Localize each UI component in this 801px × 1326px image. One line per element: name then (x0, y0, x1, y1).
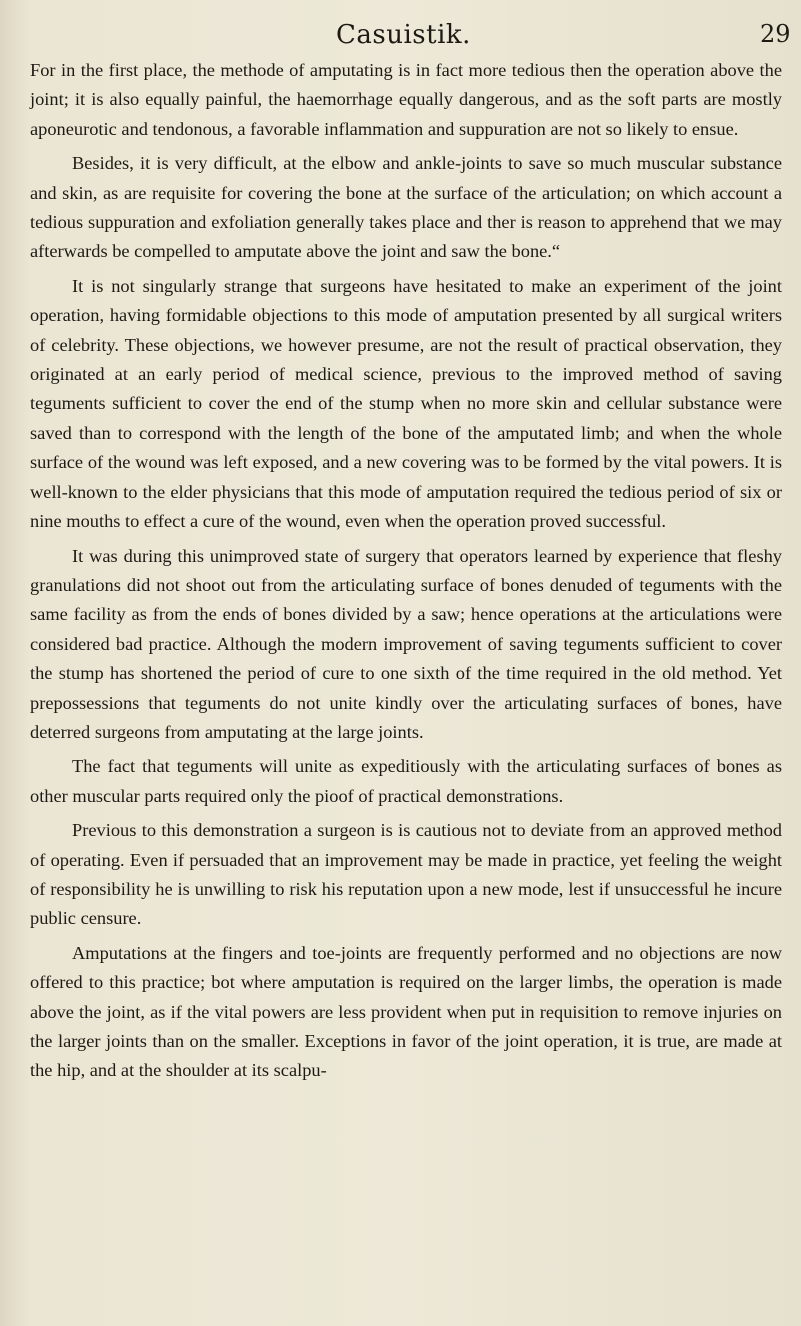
paragraph-7: Amputations at the fingers and toe-joints are frequently performed and no objections are now offered to this practice; bot where amputation is required on the larger limbs, the operation is made above the joint, as if the vital powers are less provident when put in requisition to remove injuries on the larger joints than on the smaller. Exceptions in favor of the joint operation, it is true, are made at the hip, and at the shoulder at its scalpu- (30, 942, 782, 1081)
running-title: Casuistik. (336, 20, 471, 50)
page-number: 29 (760, 20, 791, 48)
paragraph-4: It was during this unimproved state of surgery that operators learned by experience that fleshy granulations did not shoot out from the articulating surface of bones denuded of teguments with the same facility as from the ends of bones divided by a saw; hence operations at the articulations were considered bad practice. Although the modern improvement of saving teguments sufficient to cover the stump has shortened the period of cure to one sixth of the time required in the old method. Yet prepossessions that teguments do not unite kindly over the articulating surfaces of bones, have deterred surgeons from amputating at the large joints. (30, 545, 782, 742)
body-text (30, 56, 782, 1091)
paragraph-3: It is not singularly strange that surgeons have hesitated to make an experiment of the joint operation, having formidable objections to this mode of amputation presented by all surgical writers of celebrity. These objections, we however presume, are not the result of practical observation, they originated at an early period of medical science, previous to the improved method of saving teguments sufficient to cover the end of the stump when no more skin and cellular substance were saved than to correspond with the length of the bone of the amputated limb; and when the whole surface of the wound was left exposed, and a new covering was to be formed by the vital powers. It is well-known to the elder physicians that this mode of amputation required the tedious period of six or nine mouths to effect a cure of the wound, even when the operation proved successful. (30, 275, 782, 532)
paragraph-6: Previous to this demonstration a surgeon is is cautious not to deviate from an approved method of operating. Even if persuaded that an improvement may be made in practice, yet feeling the weight of responsibility he is unwilling to risk his reputation upon a new mode, lest if unsuccessful he incure public censure. (30, 820, 782, 929)
paragraph-5: The fact that teguments will unite as expeditiously with the articulating surfaces of bones as other muscular parts required only the pioof of practical demonstrations. (30, 756, 782, 806)
paragraph-2: Besides, it is very difficult, at the elbow and ankle-joints to save so much muscular substance and skin, as are requisite for covering the bone at the surface of the articulation; on which account a tedious suppuration and exfoliation generally takes place and ther is reason to apprehend that we may afterwards be compelled to amputate above the joint and saw the bone.“ (30, 153, 782, 262)
running-head (0, 12, 801, 52)
paragraph-1: For in the first place, the methode of amputating is in fact more tedious then the operation above the joint; it is also equally painful, the haemorrhage equally dangerous, and as the soft parts are mostly aponeurotic and tendonous, a favorable inflammation and suppuration are not so likely to ensue. (30, 60, 782, 139)
